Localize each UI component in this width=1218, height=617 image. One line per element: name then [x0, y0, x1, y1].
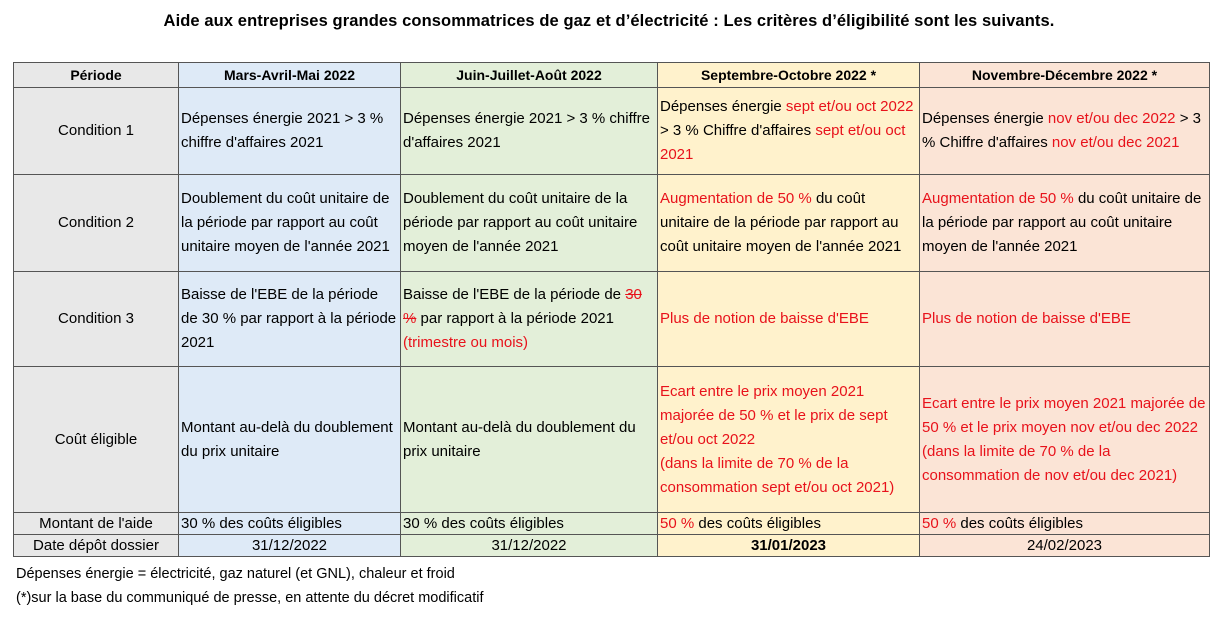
row-date-depot	[14, 535, 1210, 557]
row-label: Montant de l'aide	[14, 513, 179, 535]
cell-cout-nov: Ecart entre le prix moyen 2021 majorée de 50 % et le prix moyen nov et/ou dec 2022 (dans la limite de 70 % de la consommation de nov et/ou dec 2021)	[920, 367, 1210, 513]
cell-cout-sept: Ecart entre le prix moyen 2021 majorée de 50 % et le prix de sept et/ou oct 2022 (dans la limite de 70 % de la consommation sept et/ou oct 2021)	[658, 367, 920, 513]
header-juin-juillet-aout: Juin-Juillet-Août 2022	[401, 63, 658, 88]
cell-condition-3-mars: Baisse de l'EBE de la période de 30 % par rapport à la période 2021	[179, 272, 401, 367]
cell-condition-2-nov: Augmentation de 50 % du coût unitaire de la période par rapport au coût unitaire moyen de l'année 2021	[920, 175, 1210, 272]
row-label: Coût éligible	[14, 367, 179, 513]
header-novembre-decembre: Novembre-Décembre 2022 *	[920, 63, 1210, 88]
cell-date-nov: 24/02/2023	[920, 535, 1210, 557]
cell-condition-3-sept: Plus de notion de baisse d'EBE	[658, 272, 920, 367]
page-title: Aide aux entreprises grandes consommatrices de gaz et d’électricité : Les critères d’éligibilité sont les suivants.	[163, 12, 1055, 30]
row-montant-aide	[14, 513, 1210, 535]
cell-montant-juin: 30 % des coûts éligibles	[401, 513, 658, 535]
row-condition-2	[14, 175, 1210, 272]
cell-condition-1-sept: Dépenses énergie sept et/ou oct 2022 > 3 % Chiffre d'affaires sept et/ou oct 2021	[658, 88, 920, 175]
cell-condition-1-juin: Dépenses énergie 2021 > 3 % chiffre d'affaires 2021	[401, 88, 658, 175]
cell-montant-sept: 50 % des coûts éligibles	[658, 513, 920, 535]
cell-condition-3-nov: Plus de notion de baisse d'EBE	[920, 272, 1210, 367]
cell-condition-1-mars: Dépenses énergie 2021 > 3 % chiffre d'affaires 2021	[179, 88, 401, 175]
cell-date-mars: 31/12/2022	[179, 535, 401, 557]
header-row	[14, 63, 1210, 88]
cell-date-sept: 31/01/2023	[658, 535, 920, 557]
eligibility-table	[13, 62, 1210, 557]
cell-date-juin: 31/12/2022	[401, 535, 658, 557]
row-label: Date dépôt dossier	[14, 535, 179, 557]
cell-cout-mars: Montant au-delà du doublement du prix unitaire	[179, 367, 401, 513]
row-label: Condition 2	[14, 175, 179, 272]
cell-condition-2-juin: Doublement du coût unitaire de la période par rapport au coût unitaire moyen de l'année 2021	[401, 175, 658, 272]
cell-montant-mars: 30 % des coûts éligibles	[179, 513, 401, 535]
row-condition-1	[14, 88, 1210, 175]
footnote-energie: Dépenses énergie = électricité, gaz naturel (et GNL), chaleur et froid	[16, 566, 455, 582]
cell-montant-nov: 50 % des coûts éligibles	[920, 513, 1210, 535]
cell-condition-2-sept: Augmentation de 50 % du coût unitaire de la période par rapport au coût unitaire moyen de l'année 2021	[658, 175, 920, 272]
header-periode: Période	[14, 63, 179, 88]
row-label: Condition 1	[14, 88, 179, 175]
row-cout-eligible	[14, 367, 1210, 513]
row-label: Condition 3	[14, 272, 179, 367]
cell-condition-1-nov: Dépenses énergie nov et/ou dec 2022 > 3 % Chiffre d'affaires nov et/ou dec 2021	[920, 88, 1210, 175]
cell-cout-juin: Montant au-delà du doublement du prix unitaire	[401, 367, 658, 513]
footnote-decret: (*)sur la base du communiqué de presse, en attente du décret modificatif	[16, 590, 484, 606]
header-septembre-octobre: Septembre-Octobre 2022 *	[658, 63, 920, 88]
header-mars-avril-mai: Mars-Avril-Mai 2022	[179, 63, 401, 88]
cell-condition-3-juin: Baisse de l'EBE de la période de 30 % par rapport à la période 2021 (trimestre ou mois)	[401, 272, 658, 367]
cell-condition-2-mars: Doublement du coût unitaire de la période par rapport au coût unitaire moyen de l'année 2021	[179, 175, 401, 272]
row-condition-3	[14, 272, 1210, 367]
